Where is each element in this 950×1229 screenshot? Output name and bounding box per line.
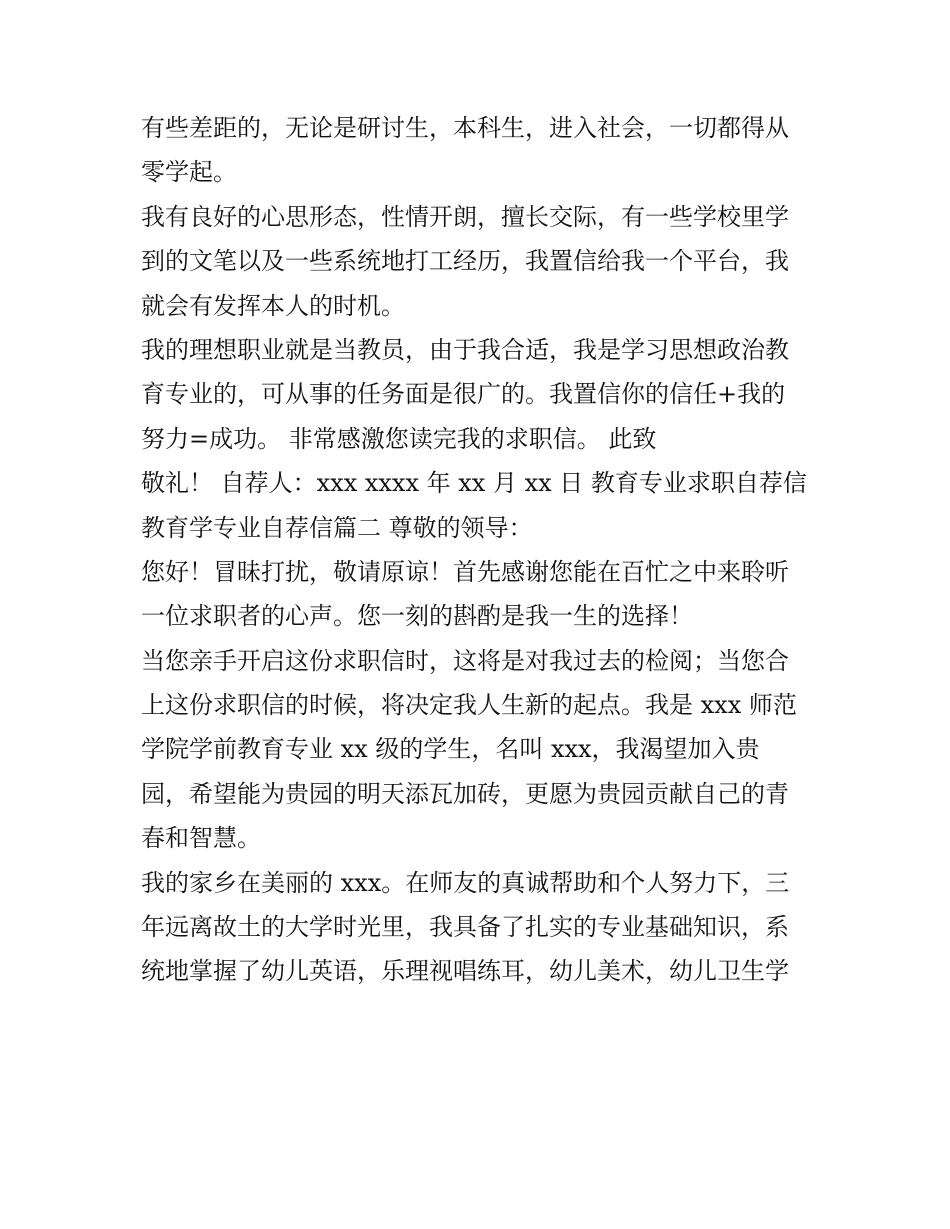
text-line: 敬礼！ 自荐人：xxx xxxx 年 xx 月 xx 日 教育专业求职自荐信 <box>141 469 807 498</box>
text-line: 零学起。 <box>141 158 237 187</box>
document-body <box>141 106 821 994</box>
text-line: 年远离故土的大学时光里，我具备了扎实的专业基础知识，系 <box>141 913 789 942</box>
text-line: 您好！冒昧打扰，敬请原谅！首先感谢您能在百忙之中来聆听 <box>141 557 789 586</box>
text-line: 统地掌握了幼儿英语，乐理视唱练耳，幼儿美术，幼儿卫生学 <box>141 957 789 986</box>
text-line: 我有良好的心思形态，性情开朗，擅长交际，有一些学校里学 <box>141 202 789 231</box>
text-line: 就会有发挥本人的时机。 <box>141 291 405 320</box>
text-line: 上这份求职信的时候，将决定我人生新的起点。我是 xxx 师范 <box>141 691 797 720</box>
text-line: 努力=成功。 非常感激您读完我的求职信。 此致 <box>141 424 657 453</box>
text-line: 到的文笔以及一些系统地打工经历，我置信给我一个平台，我 <box>141 247 789 276</box>
text-line: 当您亲手开启这份求职信时，这将是对我过去的检阅；当您合 <box>141 646 789 675</box>
text-line: 育专业的，可从事的任务面是很广的。我置信你的信任+我的 <box>141 380 786 409</box>
text-line: 学院学前教育专业 xx 级的学生，名叫 xxx，我渴望加入贵 <box>141 735 760 764</box>
text-line: 春和智慧。 <box>141 824 261 853</box>
text-line: 我的理想职业就是当教员，由于我合适，我是学习思想政治教 <box>141 335 789 364</box>
text-line: 园，希望能为贵园的明天添瓦加砖，更愿为贵园贡献自己的青 <box>141 779 789 808</box>
text-line: 我的家乡在美丽的 xxx。在师友的真诚帮助和个人努力下，三 <box>141 868 790 897</box>
text-line: 一位求职者的心声。您一刻的斟酌是我一生的选择！ <box>141 602 693 631</box>
text-line: 教育学专业自荐信篇二 尊敬的领导： <box>141 513 533 542</box>
text-line: 有些差距的，无论是研讨生，本科生，进入社会，一切都得从 <box>141 114 789 142</box>
